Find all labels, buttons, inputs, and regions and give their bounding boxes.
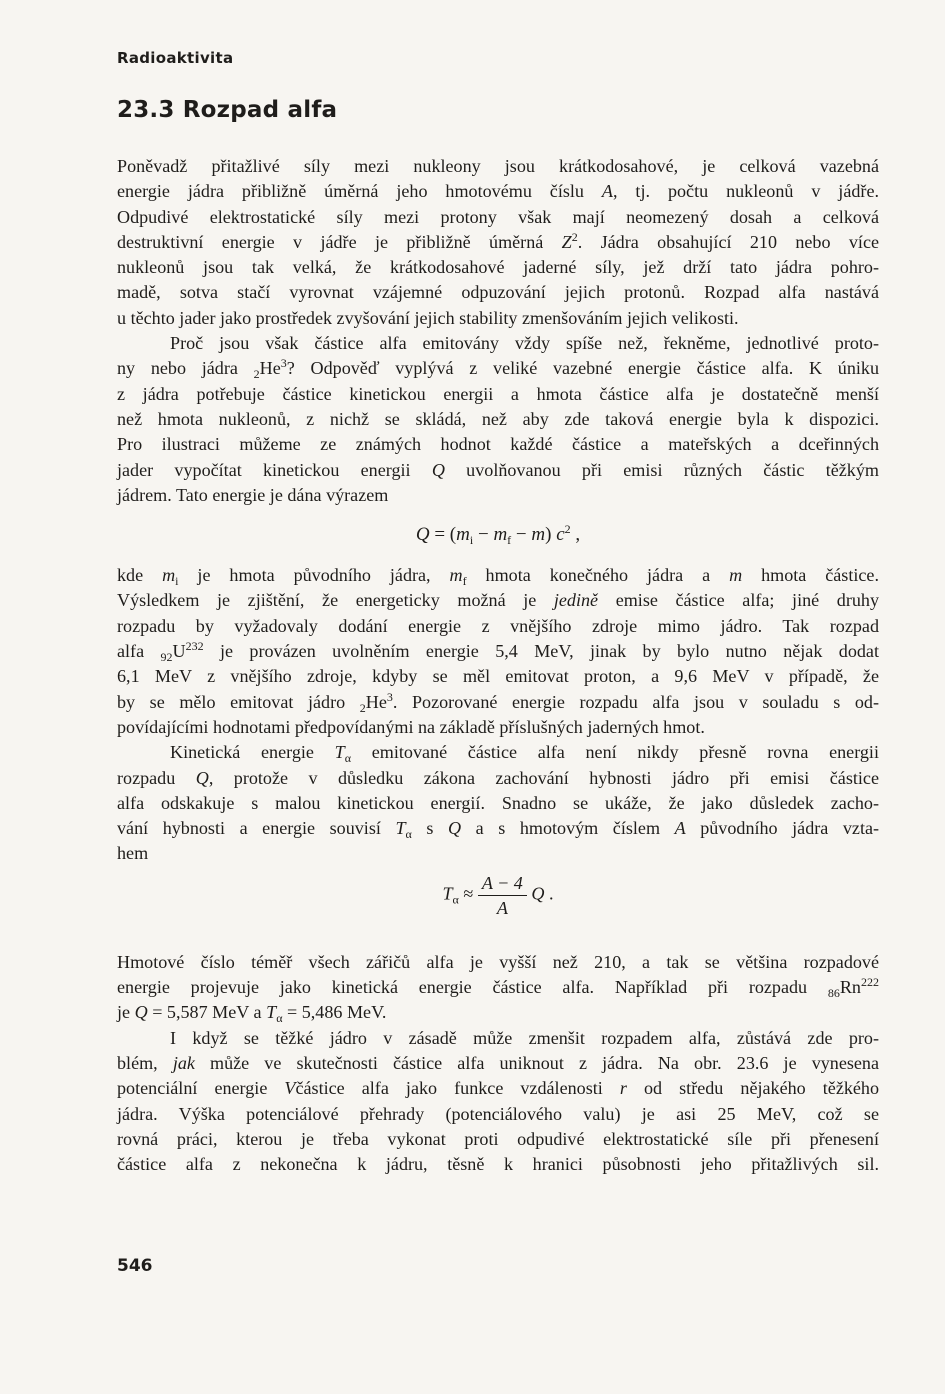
paragraph-1: Poněvadž přitažlivé síly mezi nukleony jsou krátkodosahové, je celková vazebná energie jádra přibližně úměrná jeho hmotovému číslu A, tj. počtu nukleonů v jádře. Odpudivé elektrostatické síly mezi protony však mají neomezený dosah a celková destruktivní energie v jádře je přibližně úměrná $Z^2$. Jádra obsahující 210 nebo více nukleonů jsou tak velká, že krátkodosahové jaderné síly, jež drží tato jádra pohro- madě, sotva stačí vyrovnat vzájemné odpuzování jejich protonů. Rozpad alfa nastává u těchto jader jako prostředek zvyšování jejich stability zmenšováním jejich velikosti. [117,156,880,328]
paragraph-5: Hmotové číslo téměř všech zářičů alfa je vyšší než 210, a tak se většina rozpadové energie projevuje jako kinetická energie částice alfa. Například při rozpadu $_{86}Rn^{222}$ je Q = 5,587 MeV a $T_\alpha = 5,486$ MeV. [117,951,879,1026]
equation-q: $Q = (m_i - m_f - m)$ $c^2$ , [415,522,581,548]
body-text [117,154,879,1177]
paragraph-3: kde $m_i$ je hmota původního jádra, $m_f$ hmota konečného jádra a m hmota částice. Výsledkem je zjištění, že energeticky možná je jedině emise částice alfa; jiné druhy rozpadu by vyžadovaly dodání energie z vnějšího zdroje mimo jádro. Tak rozpad alfa $_{92}U^{232}$ je provázen uvolněním energie 5,4 MeV, jinak by bylo nutno nějak dodat 6,1 MeV z vnějšího zdroje, kdyby se měl emitovat proton, a 9,6 MeV v případě, že by se mělo emitovat jádro $_2He^3$. Pozorované energie rozpadu alfa jsou v souladu s od- povídajícími hodnotami předpovídanými na základě příslušných jaderných hmot. [117,565,880,737]
page-number: 546 [117,1256,153,1276]
running-head: Radioaktivita [117,49,234,67]
section-title: 23.3 Rozpad alfa [117,97,338,123]
paragraph-6: I když se těžké jádro v zásadě může zmenšit rozpadem alfa, zůstává zde pro- blém, jak může ve skutečnosti částice alfa uniknout z jádra. Na obr. 23.6 je vynesena potenciální energie Včástice alfa jako funkce vzdálenosti r od středu nějakého těžkého jádra. Výška potenciálové přehrady (potenciálového valu) je asi 25 MeV, což se rovná práci, kterou je třeba vykonat proti odpudivé elektrostatické síle při přenesení částice alfa z nekonečna k jádru, těsně k hranici působnosti jeho přitažlivých sil. [117,1027,880,1175]
paragraph-2: Proč jsou však částice alfa emitovány vždy spíše než, řekněme, jednotlivé proto- ny nebo jádra $_2He^3$? Odpověď vyplývá z veliké vazebné energie částice alfa. K úniku z jádra potřebuje částice kinetickou energii a hmota částice alfa je dostatečně menší než hmota nukleonů, z nichž se skládá, než aby zde taková energie byla k dispozici. Pro ilustraci můžeme ze známých hodnot každé částice a mateřských a dceřinných jader vypočítat kinetickou energii Q uvolňovanou při emisi různých částic těžkým jádrem. Tato energie je dána výrazem [117,333,879,505]
fraction: $\frac{A - 4}{A}$ [478,871,527,920]
equation-t-alpha: $T_\alpha$ ≈ $\frac{A - 4}{A}$ Q . [442,872,554,918]
paragraph-4: Kinetická energie $T_\alpha$ emitované částice alfa není nikdy přesně rovna energii rozpadu Q, protože v důsledku zákona zachování hybnosti jádro při emisi částice alfa odskakuje s malou kinetickou energií. Snadno se ukáže, že jako důsledek zacho- vání hybnosti a energie souvisí $T_\alpha$ s Q a s hmotovým číslem A původního jádra vzta- hem [117,742,880,864]
